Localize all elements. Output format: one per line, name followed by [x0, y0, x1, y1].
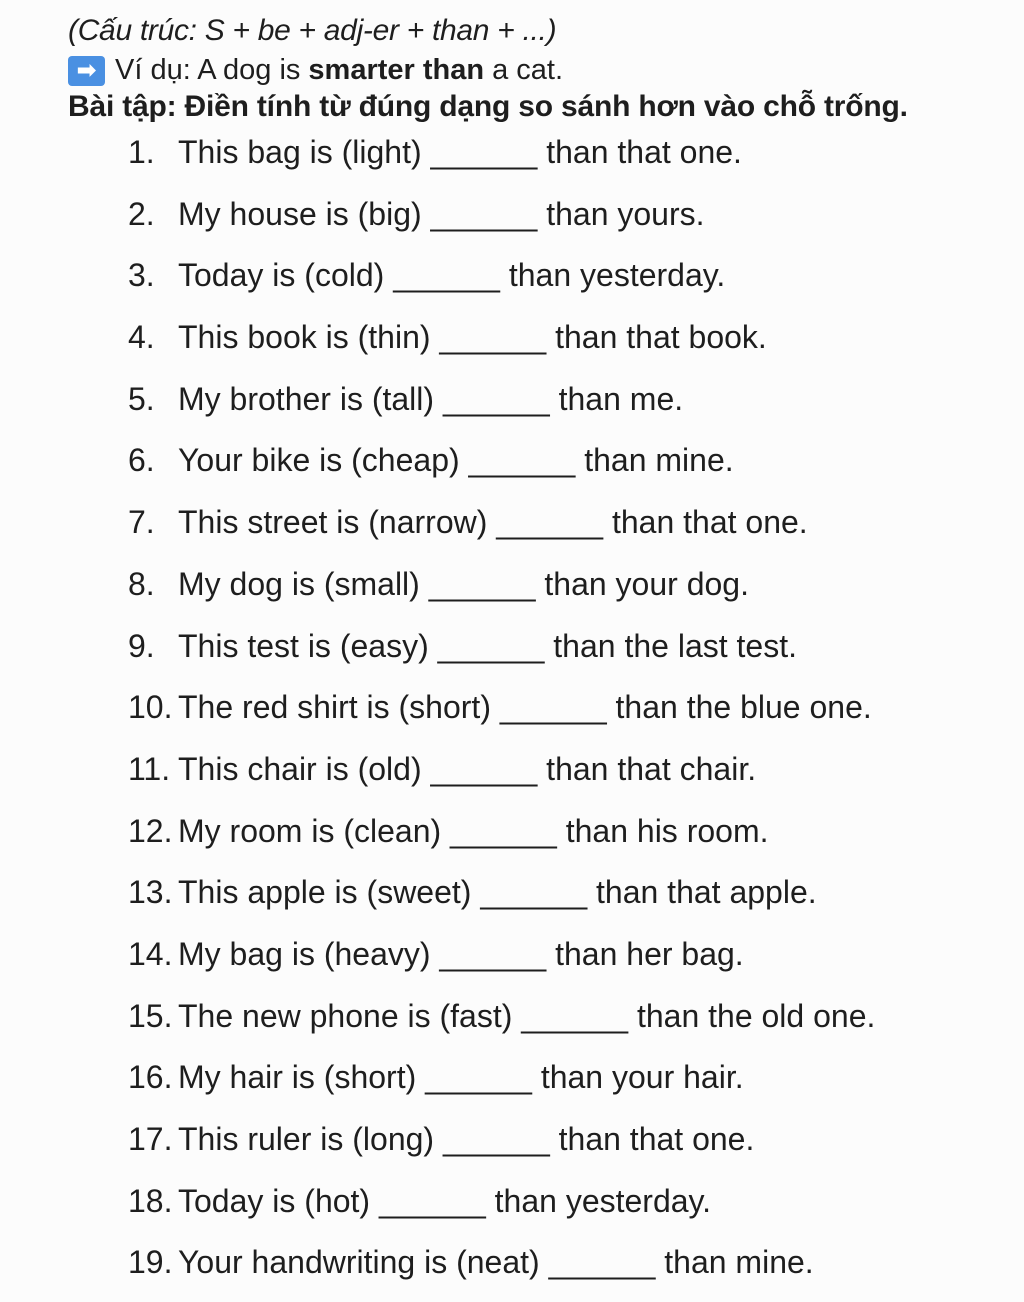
right-arrow-icon: ➡: [68, 56, 105, 86]
exercise-item: [128, 1240, 1008, 1302]
item-number: 16.: [128, 1059, 173, 1096]
item-sentence: My brother is (tall) ______ than me.: [178, 380, 684, 417]
exercise-item: [128, 1055, 1008, 1117]
exercise-list: [128, 130, 1008, 1302]
item-number: 2.: [128, 195, 155, 232]
exercise-item: [128, 994, 1008, 1056]
exercise-item: [128, 1117, 1008, 1179]
exercise-item: [128, 685, 1008, 747]
item-sentence: This street is (narrow) ______ than that one.: [178, 504, 808, 541]
exercise-item: [128, 747, 1008, 809]
exercise-item: [128, 870, 1008, 932]
item-sentence: My dog is (small) ______ than your dog.: [178, 565, 749, 602]
exercise-item: [128, 130, 1008, 192]
item-sentence: Today is (cold) ______ than yesterday.: [178, 257, 726, 294]
item-sentence: Your bike is (cheap) ______ than mine.: [178, 442, 734, 479]
item-number: 14.: [128, 935, 173, 972]
item-sentence: This ruler is (long) ______ than that one.: [178, 1121, 755, 1157]
exercise-item: [128, 1179, 1008, 1241]
item-number: 17.: [128, 1121, 173, 1157]
item-number: 7.: [128, 504, 155, 541]
exercise-item: [128, 562, 1008, 624]
exercise-item: [128, 315, 1008, 377]
item-number: 19.: [128, 1244, 173, 1281]
item-sentence: This book is (thin) ______ than that book.: [178, 319, 767, 356]
item-number: 9.: [128, 627, 155, 664]
item-number: 8.: [128, 565, 155, 602]
item-sentence: My room is (clean) ______ than his room.: [178, 812, 769, 849]
exercise-item: [128, 192, 1008, 254]
item-number: 1.: [128, 134, 155, 170]
exercise-item: [128, 500, 1008, 562]
item-number: 10.: [128, 689, 173, 726]
item-number: 11.: [128, 750, 171, 787]
item-sentence: Today is (hot) ______ than yesterday.: [178, 1182, 712, 1219]
example-suffix: a cat.: [492, 54, 564, 86]
exercise-item: [128, 809, 1008, 871]
item-number: 13.: [128, 874, 173, 911]
exercise-item: [128, 624, 1008, 686]
item-number: 15.: [128, 997, 173, 1034]
exercise-item: [128, 377, 1008, 439]
item-number: 12.: [128, 812, 173, 849]
item-sentence: This test is (easy) ______ than the last test.: [178, 627, 797, 664]
structure-formula: (Cấu trúc: S + be + adj-er + than + ...): [68, 14, 557, 47]
item-sentence: My hair is (short) ______ than your hair.: [178, 1059, 744, 1096]
exercise-item: [128, 438, 1008, 500]
example-highlight: smarter than: [308, 54, 485, 86]
exercise-title: Bài tập: Điền tính từ đúng dạng so sánh hơn vào chỗ trống.: [68, 90, 908, 123]
example-line: [68, 54, 563, 87]
example-prefix: Ví dụ: A dog is: [115, 54, 301, 86]
item-sentence: My house is (big) ______ than yours.: [178, 195, 705, 232]
item-sentence: Your handwriting is (neat) ______ than mine.: [178, 1244, 814, 1281]
item-sentence: The red shirt is (short) ______ than the blue one.: [178, 689, 872, 726]
item-number: 4.: [128, 319, 155, 356]
item-sentence: This chair is (old) ______ than that chair.: [178, 750, 757, 787]
exercise-item: [128, 932, 1008, 994]
item-number: 18.: [128, 1182, 173, 1219]
item-number: 3.: [128, 257, 155, 294]
exercise-item: [128, 253, 1008, 315]
item-sentence: The new phone is (fast) ______ than the old one.: [178, 997, 876, 1034]
item-sentence: This apple is (sweet) ______ than that apple.: [178, 874, 817, 911]
item-number: 5.: [128, 380, 155, 417]
item-number: 6.: [128, 442, 155, 479]
item-sentence: My bag is (heavy) ______ than her bag.: [178, 935, 744, 972]
item-sentence: This bag is (light) ______ than that one.: [178, 134, 742, 170]
